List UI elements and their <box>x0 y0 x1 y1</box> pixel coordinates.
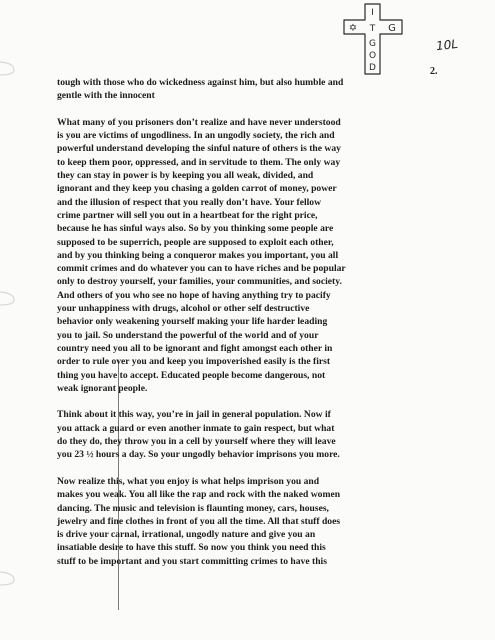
paragraph: What many of you prisoners don’t realize and have never understood is you are victims of ungodliness. In an ungodly society, the rich and powerful understand developing the sinful nature of others is the way to keep them poor, oppressed, and in servitude to them. The only way they can stay in power is by keeping you all weak, divided, and ignorant and they keep you chasing a golden carrot of money, power and the illusion of respect that you really don’t have. Your fellow crime partner will sell you out in a heartbeat for the right price, because he has sinful ways also. So by you thinking some people are supposed to be superrich, people are supposed to exploit each other, and by you thinking being a conqueror makes you important, you all commit crimes and do whatever you can to have riches and be popular only to destroy yourself, your families, your communities, and society. And others of you who see no hope of having anything try to pacify your unhappiness with drugs, alcohol or other self destructive behavior only weakening yourself making your life harder leading you to jail. So understand the powerful of the world and of your country need you all to be ignorant and fight amongst each other in order to rule over you and keep you impoverished easily is the first thing you have to accept. Educated people become dangerous, not weak ignorant people. <box>57 116 346 394</box>
punch-hole-icon <box>0 290 22 306</box>
cross-letter: D <box>369 63 376 73</box>
handwritten-page-number: 10L <box>435 36 459 54</box>
body-text <box>57 76 457 581</box>
cross-letter: O <box>368 51 377 61</box>
paragraph: tough with those who do wickedness against him, but also humble and gentle with the innocent <box>57 77 344 102</box>
paragraph: Think about it this way, you’re in jail in general population. Now if you attack a guard or even another inmate to gain respect, but what do they do, they throw you in a cell by yourself where they will leave you 23 ½ hours a day. So your ungodly behavior imprisons you more. <box>57 409 340 461</box>
star-of-david-icon: ✡ <box>348 23 358 34</box>
cross-letter: G <box>369 39 376 49</box>
cross-letter: T <box>369 24 376 34</box>
page-number: 2. <box>430 66 438 77</box>
punch-hole-icon <box>0 60 22 76</box>
punch-hole-icon <box>0 570 22 586</box>
paragraph: Now realize this, what you enjoy is what helps imprison you and makes you weak. You all like the rap and rock with the naked women dancing. The music and television is flaunting money, cars, houses, jewelry and fine clothes in front of you all the time. All that stuff does is drive your carnal, irrational, ungodly nature and give you an insatiable desire to have this stuff. So now you think you need this stuff to be important and you start committing crimes to have this <box>57 475 341 567</box>
cross-letter-right: G <box>388 23 396 34</box>
cross-emblem-icon <box>336 2 414 76</box>
cross-letter: I <box>371 8 374 18</box>
